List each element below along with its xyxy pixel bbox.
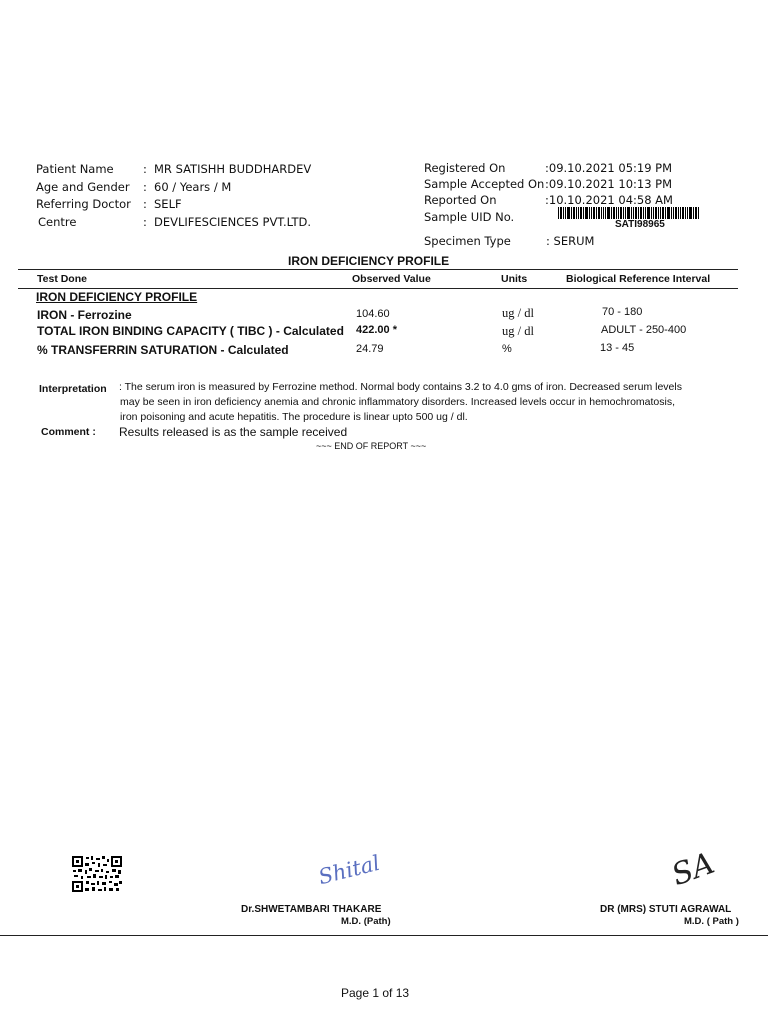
divider bbox=[18, 288, 738, 289]
divider bbox=[18, 269, 738, 270]
table-row-reference: ADULT - 250-400 bbox=[601, 324, 687, 336]
registered-on-value: :09.10.2021 05:19 PM bbox=[545, 161, 673, 175]
separator: : bbox=[143, 162, 147, 176]
left-signature: Shital bbox=[316, 850, 383, 890]
table-row-unit: ug / dl bbox=[502, 324, 534, 338]
registered-on-label: Registered On bbox=[424, 161, 506, 175]
interpretation-line: iron poisoning and acute hepatitis. The procedure is linear upto 500 ug / dl. bbox=[120, 411, 468, 423]
comment-text: Results released is as the sample received bbox=[119, 425, 348, 439]
section-title: IRON DEFICIENCY PROFILE bbox=[36, 290, 198, 304]
report-title: IRON DEFICIENCY PROFILE bbox=[288, 254, 450, 268]
reported-on-label: Reported On bbox=[424, 193, 497, 207]
right-signature: SA bbox=[667, 845, 719, 894]
referring-doctor-value: SELF bbox=[154, 197, 182, 211]
header-units: Units bbox=[501, 273, 528, 285]
table-row-reference: 70 - 180 bbox=[602, 306, 643, 318]
table-row-unit: % bbox=[502, 343, 512, 355]
page-number: Page 1 of 13 bbox=[341, 986, 410, 1000]
interpretation-label: Interpretation bbox=[39, 383, 107, 395]
comment-label: Comment : bbox=[41, 426, 96, 438]
table-row-test: IRON - Ferrozine bbox=[37, 308, 132, 322]
referring-doctor-label: Referring Doctor bbox=[36, 197, 131, 211]
interpretation-line: may be seen in iron deficiency anemia and chronic inflammatory disorders. Increased levels occur in hemochromatosis, bbox=[120, 396, 676, 408]
centre-label: Centre bbox=[38, 215, 77, 229]
patient-name-value: MR SATISHH BUDDHARDEV bbox=[154, 162, 312, 176]
age-gender-label: Age and Gender bbox=[36, 180, 130, 194]
separator: : bbox=[143, 197, 147, 211]
age-gender-value: 60 / Years / M bbox=[154, 180, 232, 194]
end-of-report: ~~~ END OF REPORT ~~~ bbox=[316, 441, 427, 451]
table-row-value: 422.00 * bbox=[356, 324, 397, 336]
divider bbox=[0, 935, 768, 936]
table-row-unit: ug / dl bbox=[502, 306, 534, 320]
reported-on-value: :10.10.2021 04:58 AM bbox=[545, 193, 673, 207]
separator: : bbox=[143, 215, 147, 229]
sample-accepted-label: Sample Accepted On bbox=[424, 177, 545, 191]
table-row-test: % TRANSFERRIN SATURATION - Calculated bbox=[37, 343, 289, 357]
specimen-type-value: : SERUM bbox=[546, 234, 595, 248]
right-doctor-name: DR (MRS) STUTI AGRAWAL bbox=[600, 904, 732, 915]
sample-uid-text: SATI98965 bbox=[615, 219, 665, 230]
sample-uid-label: Sample UID No. bbox=[424, 210, 515, 224]
specimen-type-label: Specimen Type bbox=[424, 234, 511, 248]
left-doctor-degree: M.D. (Path) bbox=[341, 916, 391, 927]
centre-value: DEVLIFESCIENCES PVT.LTD. bbox=[154, 215, 311, 229]
sample-accepted-value: :09.10.2021 10:13 PM bbox=[545, 177, 673, 191]
header-reference: Biological Reference Interval bbox=[566, 273, 711, 285]
qr-code-icon bbox=[71, 855, 123, 893]
right-doctor-degree: M.D. ( Path ) bbox=[684, 916, 739, 927]
separator: : bbox=[143, 180, 147, 194]
patient-name-label: Patient Name bbox=[36, 162, 114, 176]
header-test-done: Test Done bbox=[37, 273, 87, 285]
table-row-value: 104.60 bbox=[356, 308, 390, 320]
table-row-value: 24.79 bbox=[356, 343, 384, 355]
header-observed-value: Observed Value bbox=[352, 273, 431, 285]
left-doctor-name: Dr.SHWETAMBARI THAKARE bbox=[241, 904, 382, 915]
sample-barcode bbox=[558, 207, 736, 219]
table-row-test: TOTAL IRON BINDING CAPACITY ( TIBC ) - Calculated bbox=[37, 324, 344, 338]
table-row-reference: 13 - 45 bbox=[600, 342, 635, 354]
interpretation-line: : The serum iron is measured by Ferrozine method. Normal body contains 3.2 to 4.0 gms of iron. Decreased serum levels bbox=[119, 381, 682, 393]
